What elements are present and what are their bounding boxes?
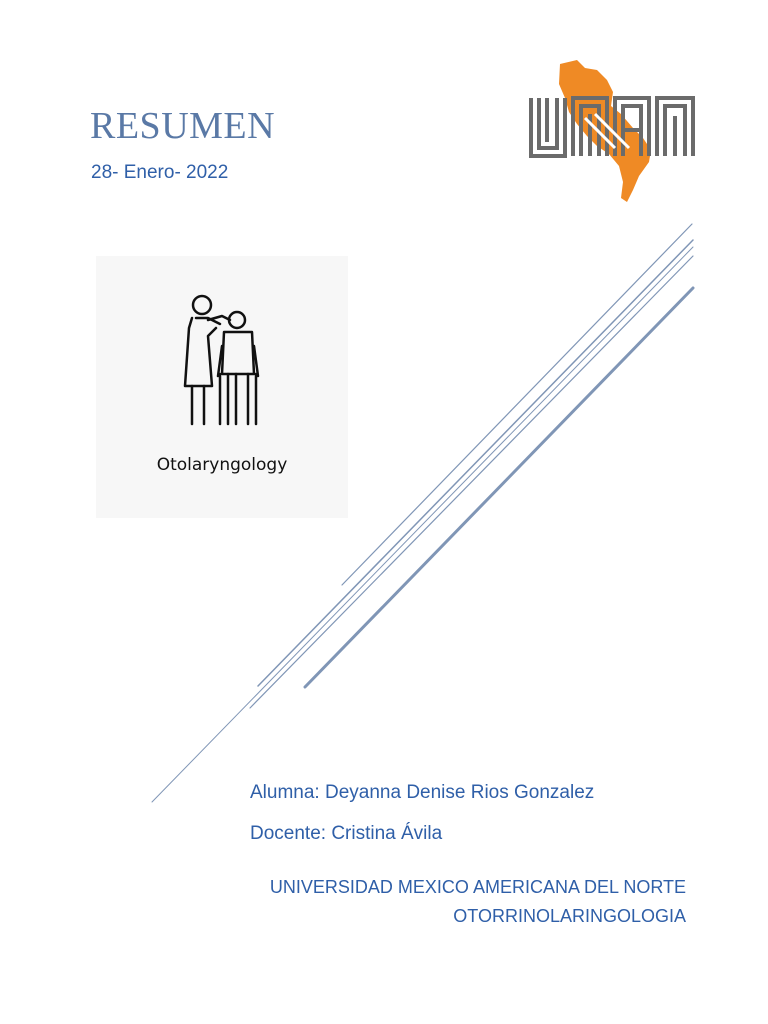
subject-name: OTORRINOLARINGOLOGIA [453,906,686,926]
diagonal-line [250,256,693,708]
diagonal-line [152,247,693,802]
page-title: RESUMEN [90,105,276,147]
image-caption: Otolaryngology [156,455,288,475]
teacher-name: Docente: Cristina Ávila [250,823,443,844]
student-name: Alumna: Deyanna Denise Rios Gonzalez [250,782,595,803]
university-name: UNIVERSIDAD MEXICO AMERICANA DEL NORTE [269,877,686,897]
university-block [270,873,686,931]
diagonal-line [305,288,693,687]
diagonal-line [342,224,692,585]
date-text: 28- Enero- 2022 [91,162,229,183]
diagonal-line [258,240,693,686]
